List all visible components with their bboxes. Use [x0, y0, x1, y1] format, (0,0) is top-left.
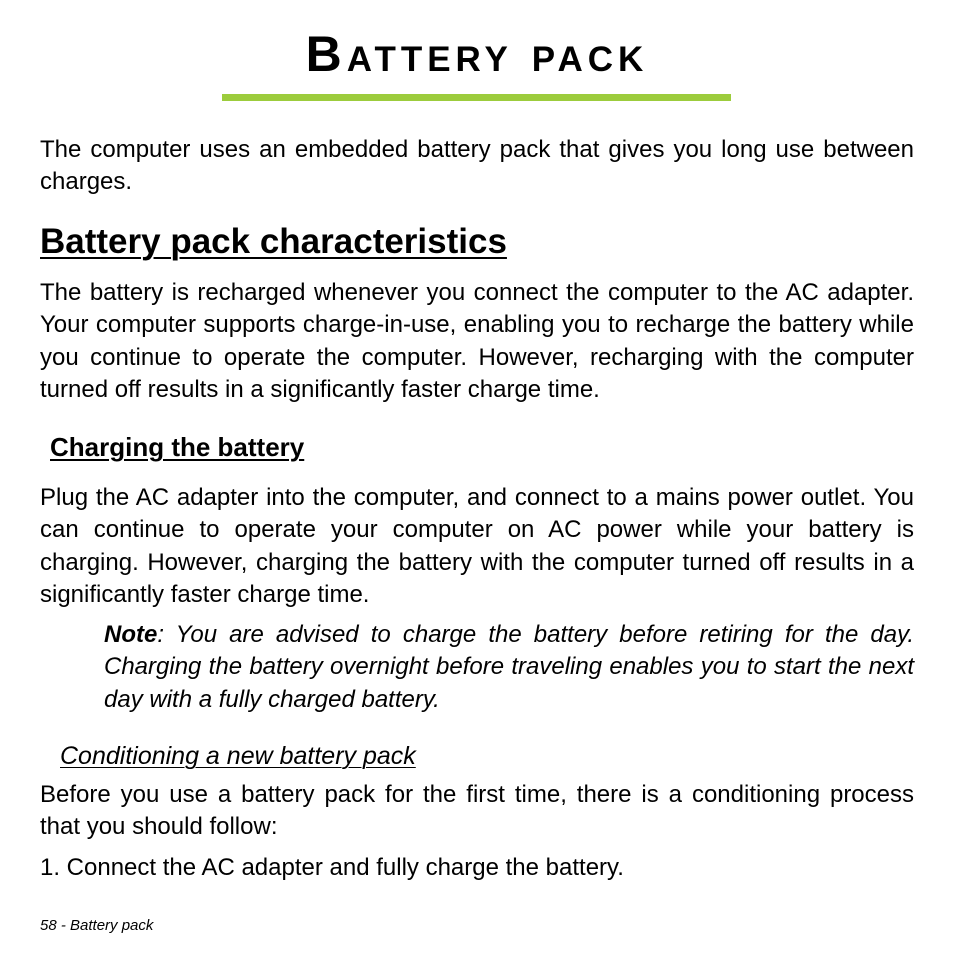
list-item-step-1: 1. Connect the AC adapter and fully charge the battery. [40, 854, 624, 881]
note-label: Note [104, 621, 158, 648]
subsection-heading: Charging the battery [50, 432, 305, 462]
note-block [104, 619, 914, 716]
note-text: : You are advised to charge the battery before retiring for the day. Charging the battery overnight before traveling enables you to start the next day with a fully charged battery. [104, 621, 914, 713]
section-paragraph: The battery is recharged whenever you connect the computer to the AC adapter. Your computer supports charge-in-use, enabling you to recharge the battery while you continue to operate the computer. However, recharging with the computer turned off results in a significantly faster charge time. [40, 279, 914, 403]
conditioning-paragraph: Before you use a battery pack for the first time, there is a conditioning process that you should follow: [40, 781, 914, 841]
subsubsection-heading: Conditioning a new battery pack [60, 742, 416, 770]
intro-paragraph: The computer uses an embedded battery pack that gives you long use between charges. [40, 136, 914, 196]
section-heading: Battery pack characteristics [40, 222, 507, 261]
page-footer: 58 - Battery pack [40, 917, 154, 934]
page-title: Battery pack [305, 26, 649, 82]
subsection-paragraph: Plug the AC adapter into the computer, and connect to a mains power outlet. You can continue to operate your computer on AC power while your battery is charging. However, charging the battery with the computer turned off results in a significantly faster charge time. [40, 484, 914, 608]
title-underline-rule [222, 94, 731, 101]
